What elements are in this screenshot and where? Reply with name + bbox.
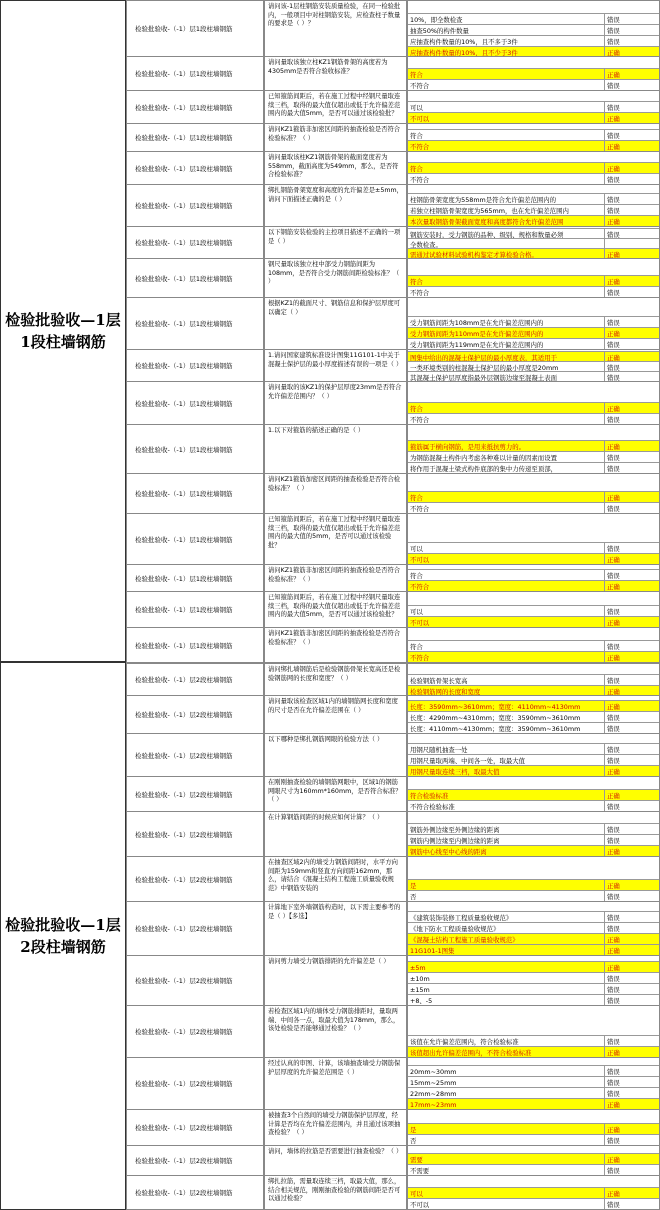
question-text: 被抽查3个自然间的墙受力钢筋保护层厚度，经计算是否均在允许偏差范围内，并且通过该项抽查检验？（ ） xyxy=(264,1110,407,1146)
option-text: 否 xyxy=(410,893,417,901)
option-result: 错误 xyxy=(604,130,659,141)
option-result: 正确 xyxy=(604,403,659,414)
option-text: 将作用于混凝土梁式构件底部的集中力传递至顶部， xyxy=(410,465,557,473)
item-label: 检验批验收-（-1）层2段柱墙钢筋 xyxy=(126,1176,264,1210)
question-text: 在刚刚抽查检验的墙钢筋网眼中，区域1的钢筋网眼尺寸为160mm*160mm，是否符合标准？（ ） xyxy=(264,777,407,812)
answer-option[interactable] xyxy=(408,286,659,298)
answer-option[interactable] xyxy=(408,338,659,350)
answer-option[interactable] xyxy=(408,1098,659,1110)
question-text: 若检查区域1内的墙体受力钢筋排距时，量取两端、中间各一点，取最大值为178mm，那么，该处检验是否能够通过检验？（ ） xyxy=(264,1006,407,1058)
option-result: 错误 xyxy=(604,1066,659,1077)
option-result: 正确 xyxy=(604,701,659,712)
option-text: ±5m xyxy=(410,963,426,972)
item-label: 检验批验收-（-1）层1段柱墙钢筋 xyxy=(126,124,264,152)
question-text: 请问KZ1箍筋非加密区间距的抽查检验是否符合检验标准？（ ） xyxy=(264,628,407,663)
answer-options xyxy=(407,628,660,663)
option-result: 错误 xyxy=(604,744,659,755)
option-result: 错误 xyxy=(604,801,659,812)
question-text: 经过认真的审图、计算，该墙抽查墙受力钢筋保护层厚度的允许偏差范围是（ ） xyxy=(264,1058,407,1110)
option-text: 否 xyxy=(410,1137,417,1145)
option-result: 错误 xyxy=(604,543,659,554)
option-text: 用钢尺随机抽查一处 xyxy=(410,746,468,754)
option-result: 错误 xyxy=(604,14,659,25)
option-text: 不符合 xyxy=(410,416,430,424)
option-text: 10%，即全数检查 xyxy=(410,16,463,24)
question-text: 以下哪种是绑扎钢筋网眼的检验方法（ ） xyxy=(264,734,407,777)
option-result: 错误 xyxy=(604,503,659,514)
answer-option[interactable] xyxy=(408,215,659,227)
answer-options xyxy=(407,0,660,57)
option-text: 若独立柱钢筋骨架宽度为565mm，也在允许偏差范围内 xyxy=(410,207,569,215)
option-text: 是 xyxy=(410,882,417,890)
option-result: 错误 xyxy=(604,1199,659,1210)
option-text: 柱钢筋骨架宽度为558mm是符合允许偏差范围内的 xyxy=(410,196,557,204)
option-result: 错误 xyxy=(604,995,659,1006)
item-label: 检验批验收-（-1）层1段柱墙钢筋 xyxy=(126,227,264,259)
option-text: 检验钢筋网的长度和宽度 xyxy=(410,688,481,696)
option-result: 正确 xyxy=(604,880,659,891)
option-result: 错误 xyxy=(604,606,659,617)
option-text: 可以 xyxy=(410,608,423,616)
item-label: 检验批验收-（-1）层1段柱墙钢筋 xyxy=(126,565,264,592)
option-text: ±10m xyxy=(410,974,430,983)
section-title-2: 检验批验收—1层 2段柱墙钢筋 xyxy=(0,662,126,1210)
option-text: 为钢筋混凝土构件内考虑各种难以计量的因素而设置 xyxy=(410,454,557,462)
option-result: 错误 xyxy=(604,570,659,581)
answer-options xyxy=(407,227,660,259)
option-text: 其混凝土保护层厚度指最外层钢筋边缘至混凝土表面 xyxy=(410,373,557,382)
question-text: 绑扎钢筋骨架宽度和高度的允许偏差是±5mm，请问下面描述正确的是（ ） xyxy=(264,185,407,227)
option-text: 钢筋内侧边缘至内侧边缘的距离 xyxy=(410,837,500,845)
question-text: 绑扎拉筋，需量取连续三档，取最大值，那么，结合相关规范，刚刚抽查检验的钢筋间距是否可以通过检验？ xyxy=(264,1176,407,1210)
question-text: 已知箍筋间距后，若在施工过程中经钢尺量取连续三档，取得的最大值仅超出或低于允许偏差范围内的最大值的5mm，是否可以通过该检验批？ xyxy=(264,514,407,565)
question-text: 请问，墙体的拉筋是否需要进行抽查检验？（ ） xyxy=(264,1146,407,1176)
option-result: 错误 xyxy=(604,712,659,723)
option-text: 该值超出允许偏差范围内，不符合检验标准 xyxy=(410,1049,532,1057)
question-text: 1.请问国家建筑标准设计图集11G101-1中关于混凝土保护层的最小厚度描述有误的一项是（ ） xyxy=(264,350,407,382)
option-text: 全数检查。 xyxy=(410,240,442,249)
option-result: 正确 xyxy=(604,790,659,801)
option-text: 20mm~30mm xyxy=(410,1067,457,1076)
option-result: 错误 xyxy=(604,755,659,766)
answer-option[interactable] xyxy=(408,685,659,696)
item-label: 检验批验收-（-1）层2段柱墙钢筋 xyxy=(126,734,264,777)
option-text: 钢筋中心线至中心线的距离 xyxy=(410,848,487,856)
option-text: 不符合 xyxy=(410,82,430,90)
option-text: 符合 xyxy=(410,132,423,140)
question-text: 请问绑扎墙钢筋后是检验钢筋骨架长宽高还是检验钢筋网的长度和宽度？（ ） xyxy=(264,663,407,696)
option-text: 是 xyxy=(410,1126,417,1134)
answer-options xyxy=(407,1110,660,1146)
answer-option[interactable] xyxy=(408,994,659,1006)
option-text: 一类环境类别的柱混凝土保护层的最小厚度是20mm xyxy=(410,363,559,372)
answer-options xyxy=(407,1058,660,1110)
option-result: 错误 xyxy=(604,1036,659,1047)
answer-options xyxy=(407,298,660,350)
answer-options xyxy=(407,124,660,152)
item-label: 检验批验收-（-1）层2段柱墙钢筋 xyxy=(126,1006,264,1058)
option-text: 长度：3590mm~3610mm；宽度：4110mm~4130mm xyxy=(410,703,581,711)
option-text: 钢筋外侧边缘至外侧边缘的距离 xyxy=(410,826,500,834)
answer-option[interactable] xyxy=(408,845,659,857)
option-result: 错误 xyxy=(604,174,659,185)
answer-option[interactable] xyxy=(408,248,659,259)
answer-option[interactable] xyxy=(408,1164,659,1176)
answer-options xyxy=(407,1176,660,1210)
item-label: 检验批验收-（-1）层2段柱墙钢筋 xyxy=(126,812,264,857)
option-text: 不符合检验标准 xyxy=(410,803,455,811)
option-text: +8、-5 xyxy=(410,997,433,1005)
answer-option[interactable] xyxy=(408,1046,659,1058)
option-text: 不可以 xyxy=(410,619,430,627)
option-result: 正确 xyxy=(604,352,659,362)
answer-options xyxy=(407,663,660,696)
answer-option[interactable] xyxy=(408,173,659,185)
option-text: 需要 xyxy=(410,1156,423,1164)
item-label: 检验批验收-（-1）层1段柱墙钢筋 xyxy=(126,259,264,298)
item-label: 检验批验收-（-1）层2段柱墙钢筋 xyxy=(126,956,264,1006)
question-text: 钢尺量取该独立柱中部受力钢筋间距为108mm，是否符合受力钢筋间距检验标准？（ ） xyxy=(264,259,407,298)
option-result: 正确 xyxy=(604,1124,659,1135)
answer-options xyxy=(407,152,660,185)
option-text: 长度：4290mm~4310mm；宽度：3590mm~3610mm xyxy=(410,714,581,722)
option-result: 正确 xyxy=(604,554,659,565)
option-result: 错误 xyxy=(604,1077,659,1088)
answer-options xyxy=(407,259,660,298)
option-result: 错误 xyxy=(604,675,659,686)
option-result: 错误 xyxy=(604,835,659,846)
answer-options xyxy=(407,777,660,812)
option-result: 错误 xyxy=(604,36,659,47)
option-text: 应抽查构件数量的10%，且不多于3件 xyxy=(410,38,518,46)
option-text: 不可以 xyxy=(410,556,430,564)
option-text: 抽查50%的构件数量 xyxy=(410,27,469,35)
answer-options xyxy=(407,425,660,474)
option-text: 符合 xyxy=(410,71,423,79)
option-text: 不需要 xyxy=(410,1167,430,1175)
option-result: 错误 xyxy=(604,463,659,474)
option-text: 检验钢筋骨架长宽高 xyxy=(410,677,468,685)
answer-options xyxy=(407,857,660,902)
option-result: 错误 xyxy=(604,912,659,923)
option-result: 错误 xyxy=(604,1135,659,1146)
item-label: 检验批验收-（-1）层2段柱墙钢筋 xyxy=(126,1110,264,1146)
option-result: 正确 xyxy=(604,1099,659,1110)
section-title-1: 检验批验收—1层 1段柱墙钢筋 xyxy=(0,0,126,662)
answer-options xyxy=(407,956,660,1006)
answer-options xyxy=(407,565,660,592)
answer-options xyxy=(407,1006,660,1058)
question-text: 请问量取该柱KZ1钢筋骨架的截面宽度若为558mm，截面高度为549mm，那么，是否符合检验标准？ xyxy=(264,152,407,185)
answer-option[interactable] xyxy=(408,79,659,91)
question-text: 请问KZ1箍筋非加密区间距的抽查检验是否符合检验标准？（ ） xyxy=(264,565,407,592)
option-text: 不可以 xyxy=(410,1201,430,1209)
answer-option[interactable] xyxy=(408,944,659,956)
option-result: 正确 xyxy=(604,216,659,227)
item-label: 检验批验收-（-1）层2段柱墙钢筋 xyxy=(126,1146,264,1176)
answer-option[interactable] xyxy=(408,890,659,902)
answer-options xyxy=(407,696,660,734)
question-text: 已知箍筋间距后，若在施工过程中经钢尺量取连续三档，取得的最大值仅超出或低于允许偏差范围内的最大值5mm，是否可以通过该检验批？ xyxy=(264,592,407,628)
option-result: 错误 xyxy=(604,25,659,36)
item-label: 检验批验收-（-1）层1段柱墙钢筋 xyxy=(126,185,264,227)
answer-options xyxy=(407,185,660,227)
option-result: 错误 xyxy=(604,372,659,382)
option-text: 符合 xyxy=(410,643,423,651)
option-result: 错误 xyxy=(604,824,659,835)
option-text: 符合 xyxy=(410,572,423,580)
option-result: 错误 xyxy=(604,1165,659,1176)
option-text: 《地下防水工程质量验收规范》 xyxy=(410,925,500,933)
option-result: 错误 xyxy=(604,229,659,239)
option-text: 长度：4110mm~4130mm；宽度：3590mm~3610mm xyxy=(410,725,581,733)
option-result: 错误 xyxy=(604,194,659,205)
option-result: 正确 xyxy=(604,686,659,696)
option-result: 错误 xyxy=(604,205,659,216)
option-result: 错误 xyxy=(604,452,659,463)
option-result: 正确 xyxy=(604,617,659,628)
item-label: 检验批验收-（-1）层1段柱墙钢筋 xyxy=(126,474,264,514)
question-text: 请问KZ1箍筋加密区间距的抽查检验是否符合检验标准？（ ） xyxy=(264,474,407,514)
question-text: 在抽查区域2内的墙受力钢筋间距时，水平方向间距为159mm和竖直方向间距162mm，那么，请结合《混凝土结构工程施工质量验收规范》中钢筋安装的 xyxy=(264,857,407,902)
option-text: 符合检验标准 xyxy=(410,792,449,800)
answer-option[interactable] xyxy=(408,553,659,565)
option-result: 错误 xyxy=(604,984,659,995)
option-result: 错误 xyxy=(604,339,659,350)
option-result: 错误 xyxy=(604,891,659,902)
option-text: 符合 xyxy=(410,278,423,286)
option-text: ±15m xyxy=(410,985,430,994)
option-text: 应抽查构件数量的10%，且不少于3件 xyxy=(410,49,518,57)
option-result: 正确 xyxy=(604,163,659,174)
option-text: 符合 xyxy=(410,494,423,502)
option-result: 正确 xyxy=(604,113,659,124)
item-label: 检验批验收-（-1）层2段柱墙钢筋 xyxy=(126,663,264,696)
answer-options xyxy=(407,382,660,425)
option-text: 11G101-1图集 xyxy=(410,947,455,955)
question-text: 计算地下室外墙钢筋构造时，以下需主要参考的是（ ）【多选】 xyxy=(264,902,407,956)
option-text: 本次量取钢筋骨架截面宽度和高度都符合允许偏差范围 xyxy=(410,218,564,226)
item-label: 检验批验收-（-1）层2段柱墙钢筋 xyxy=(126,857,264,902)
answer-option[interactable] xyxy=(408,1198,659,1210)
answer-option[interactable] xyxy=(408,371,659,382)
item-label: 检验批验收-（-1）层2段柱墙钢筋 xyxy=(126,777,264,812)
option-text: 17mm~23mm xyxy=(410,1100,457,1109)
answer-option[interactable] xyxy=(408,112,659,124)
option-result: 错误 xyxy=(604,973,659,984)
option-text: 钢筋安装时，受力钢筋的品种、级别、规格和数量必须 xyxy=(410,230,564,239)
item-label: 检验批验收-（-1）层2段柱墙钢筋 xyxy=(126,696,264,734)
item-label: 检验批验收-（-1）层1段柱墙钢筋 xyxy=(126,628,264,663)
option-result: 正确 xyxy=(604,581,659,592)
item-label: 检验批验收-（-1）层1段柱墙钢筋 xyxy=(126,382,264,425)
answer-options xyxy=(407,474,660,514)
option-result: 正确 xyxy=(604,652,659,663)
option-result: 正确 xyxy=(604,962,659,973)
option-result: 错误 xyxy=(604,414,659,425)
option-result: 正确 xyxy=(604,69,659,80)
answer-option[interactable] xyxy=(408,722,659,734)
answer-option[interactable] xyxy=(408,413,659,425)
option-result: 正确 xyxy=(604,846,659,857)
option-result: 正确 xyxy=(604,47,659,57)
option-text: 可以 xyxy=(410,1190,423,1198)
option-result: 正确 xyxy=(604,934,659,945)
option-result: 错误 xyxy=(604,641,659,652)
option-result: 错误 xyxy=(604,80,659,91)
answer-option[interactable] xyxy=(408,580,659,592)
option-result: 正确 xyxy=(604,441,659,452)
answer-option[interactable] xyxy=(408,1134,659,1146)
item-label: 检验批验收-（-1）层1段柱墙钢筋 xyxy=(126,425,264,474)
item-label: 检验批验收-（-1）层2段柱墙钢筋 xyxy=(126,902,264,956)
answer-option[interactable] xyxy=(408,651,659,663)
question-text: 已知箍筋间距后，若在施工过程中经钢尺量取连续三档，取得的最大值仅超出或低于允许偏差范围内的最大值5mm，是否可以通过该检验批？ xyxy=(264,91,407,124)
question-text: 1.以下对箍筋的描述正确的是（ ） xyxy=(264,425,407,474)
option-result: 正确 xyxy=(604,141,659,152)
option-result: 正确 xyxy=(604,1154,659,1165)
option-text: 箍筋属于横向钢筋，是用来抵抗剪力的。 xyxy=(410,443,526,451)
answer-option[interactable] xyxy=(408,616,659,628)
answer-option[interactable] xyxy=(408,46,659,57)
question-text: 请问KZ1箍筋非加密区间距的抽查检验是否符合检验标准？（ ） xyxy=(264,124,407,152)
option-text: 可以 xyxy=(410,104,423,112)
answer-options xyxy=(407,91,660,124)
option-result: 正确 xyxy=(604,276,659,287)
option-text: 《混凝土结构工程施工质量验收规范》 xyxy=(410,936,519,944)
option-result: 正确 xyxy=(604,1188,659,1199)
option-result: 错误 xyxy=(604,362,659,372)
answer-options xyxy=(407,734,660,777)
answer-options xyxy=(407,350,660,382)
answer-option[interactable] xyxy=(408,140,659,152)
option-text: 符合 xyxy=(410,165,423,173)
question-text: 以下钢筋安装检验的主控项目描述不正确的一项是（ ） xyxy=(264,227,407,259)
option-result: 正确 xyxy=(604,945,659,956)
question-text: 在计算钢筋间距的时候应如何计算？（ ） xyxy=(264,812,407,857)
option-result: 正确 xyxy=(604,1047,659,1058)
option-result: 正确 xyxy=(604,328,659,339)
option-text: 受力钢筋间距为119mm是在允许偏差范围内的 xyxy=(410,341,544,349)
option-result: 正确 xyxy=(604,492,659,503)
option-text: 需通过试验材料试验机构鉴定才算检验合格。 xyxy=(410,250,538,259)
item-label: 检验批验收-（-1）层1段柱墙钢筋 xyxy=(126,592,264,628)
option-text: 不符合 xyxy=(410,654,430,662)
item-label: 检验批验收-（-1）层1段柱墙钢筋 xyxy=(126,0,264,57)
option-text: 《建筑装饰装修工程质量验收规范》 xyxy=(410,914,513,922)
option-result: 错误 xyxy=(604,287,659,298)
option-result: 错误 xyxy=(604,1088,659,1099)
question-text: 请问量取该独立柱KZ1钢筋骨架的高度若为4305mm是否符合验收标准？ xyxy=(264,57,407,91)
option-text: 图集中给出的混凝土保护层的最小厚度表，其适用于 xyxy=(410,353,557,362)
option-text: 符合 xyxy=(410,405,423,413)
option-text: 不符合 xyxy=(410,176,430,184)
option-text: 不符合 xyxy=(410,289,430,297)
item-label: 检验批验收-（-1）层1段柱墙钢筋 xyxy=(126,298,264,350)
answer-options xyxy=(407,1146,660,1176)
option-text: 受力钢筋间距为108mm是在允许偏差范围内的 xyxy=(410,319,544,327)
item-label: 检验批验收-（-1）层2段柱墙钢筋 xyxy=(126,1058,264,1110)
option-result: 错误 xyxy=(604,923,659,934)
option-text: 用钢尺量取两端、中间各一处，取最大值 xyxy=(410,757,526,765)
option-result: 错误 xyxy=(604,723,659,734)
item-label: 检验批验收-（-1）层1段柱墙钢筋 xyxy=(126,91,264,124)
option-result: 正确 xyxy=(604,766,659,777)
answer-option[interactable] xyxy=(408,462,659,474)
question-text: 请问该-1层柱钢筋安装质量检验，在同一检验批内，一般项目中对柱钢筋安装，应检查柱子数量的要求是（ ）？ xyxy=(264,0,407,57)
item-label: 检验批验收-（-1）层1段柱墙钢筋 xyxy=(126,152,264,185)
option-text: 不符合 xyxy=(410,505,430,513)
option-text: 22mm~28mm xyxy=(410,1089,457,1098)
option-result: 错误 xyxy=(604,102,659,113)
option-text: 该值在允许偏差范围内，符合检验标准 xyxy=(410,1038,519,1046)
question-text: 请问剪力墙受力钢筋排距的允许偏差是（ ） xyxy=(264,956,407,1006)
answer-options xyxy=(407,812,660,857)
question-text: 请问量取该检查区域1内的墙钢筋网长度和宽度的尺寸是否在允许偏差范围在（ ） xyxy=(264,696,407,734)
option-text: 受力钢筋间距为110mm是在允许偏差范围内的 xyxy=(410,330,544,338)
answer-options xyxy=(407,592,660,628)
question-text: 请问量取的该KZ1的保护层厚度23mm是否符合允许偏差范围内？（ ） xyxy=(264,382,407,425)
option-text: 不符合 xyxy=(410,143,430,151)
answer-option[interactable] xyxy=(408,800,659,812)
answer-options xyxy=(407,902,660,956)
option-result: 正确 xyxy=(604,249,659,259)
option-text: 15mm~25mm xyxy=(410,1078,457,1087)
answer-option[interactable] xyxy=(408,502,659,514)
answer-options xyxy=(407,57,660,91)
item-label: 检验批验收-（-1）层1段柱墙钢筋 xyxy=(126,350,264,382)
option-text: 不可以 xyxy=(410,115,430,123)
question-text: 根据KZ1的截面尺寸、钢筋信息和保护层厚度可以确定（ ） xyxy=(264,298,407,350)
item-label: 检验批验收-（-1）层1段柱墙钢筋 xyxy=(126,514,264,565)
option-result: 错误 xyxy=(604,317,659,328)
answer-option[interactable] xyxy=(408,765,659,777)
option-text: 用钢尺量取连续三档，取最大值 xyxy=(410,768,500,776)
option-text: 不符合 xyxy=(410,583,430,591)
option-text: 可以 xyxy=(410,545,423,553)
item-label: 检验批验收-（-1）层1段柱墙钢筋 xyxy=(126,57,264,91)
answer-options xyxy=(407,514,660,565)
